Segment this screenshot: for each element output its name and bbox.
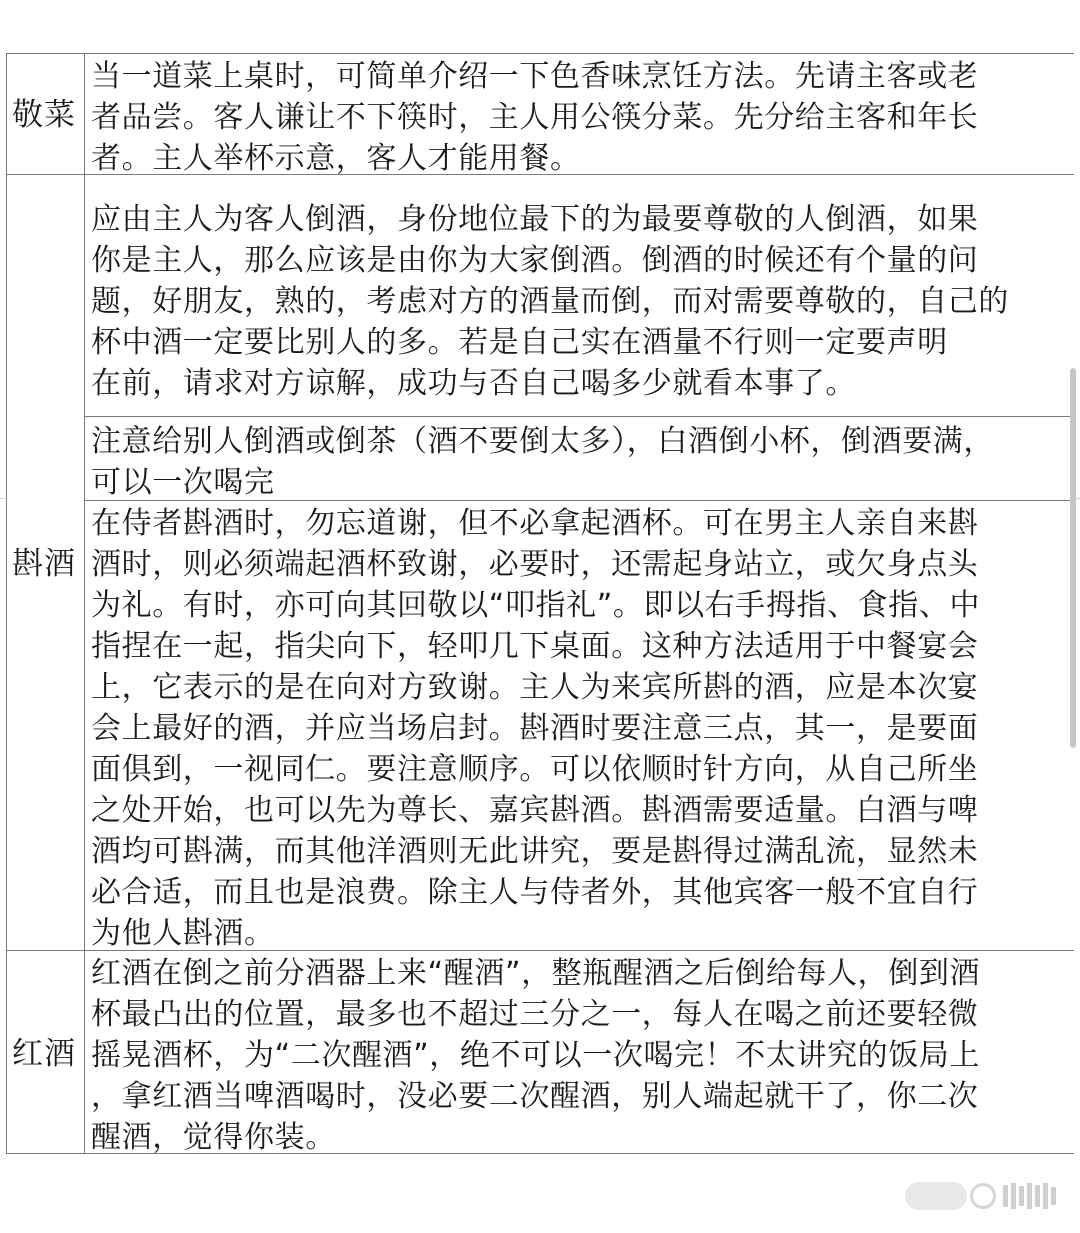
text-line: 注意给别人倒酒或倒茶（酒不要倒太多），白酒倒小杯，倒酒要满， <box>91 424 994 459</box>
text-line: 在前，请求对方谅解，成功与否自己喝多少就看本事了。 <box>91 366 856 401</box>
text-line: 会上最好的酒，并应当场启封。斟酒时要注意三点，其一，是要面 <box>91 711 979 746</box>
watermark-bar-icon <box>1051 1187 1056 1205</box>
watermark-circle-icon <box>970 1183 996 1209</box>
text-line: 酒时，则必须端起酒杯致谢，必要时，还需起身站立，或欠身点头 <box>91 547 979 582</box>
row-label-jingcai: 敬菜 <box>12 97 76 133</box>
text-line: 当一道菜上桌时，可简单介绍一下色香味烹饪方法。先请主客或老 <box>91 59 979 94</box>
vertical-scrollbar[interactable] <box>1070 368 1076 748</box>
text-line: 为礼。有时，亦可向其回敬以“叩指礼”。即以右手拇指、食指、中 <box>91 588 981 623</box>
table-border-left <box>6 53 7 1154</box>
watermark-logo <box>860 1178 1056 1214</box>
text-line: 指捏在一起，指尖向下，轻叩几下桌面。这种方法适用于中餐宴会 <box>91 629 979 664</box>
text-line: 为他人斟酒。 <box>91 916 275 951</box>
text-line: 应由主人为客人倒酒，身份地位最下的为最要尊敬的人倒酒，如果 <box>91 202 979 237</box>
text-line: 杯中酒一定要比别人的多。若是自己实在酒量不行则一定要声明 <box>91 325 948 360</box>
row-text-jingcai <box>91 56 1066 179</box>
text-line: 杯最凸出的位置，最多也不超过三分之一，每人在喝之前还要轻微 <box>91 997 979 1032</box>
row-text-zhenjiu-part3 <box>91 503 1066 954</box>
left-edge-mark <box>0 498 8 499</box>
text-line: 之处开始，也可以先为尊长、嘉宾斟酒。斟酒需要适量。白酒与啤 <box>91 793 979 828</box>
text-line: 可以一次喝完 <box>91 465 275 500</box>
sub-divider-1 <box>84 416 1074 417</box>
row-text-zhenjiu-part1 <box>91 199 1066 404</box>
text-line: 上，它表示的是在向对方致谢。主人为来宾所斟的酒，应是本次宴 <box>91 670 979 705</box>
text-line: 题，好朋友，熟的，考虑对方的酒量而倒，而对需要尊敬的，自己的 <box>91 284 1009 319</box>
text-line: 红酒在倒之前分酒器上来“醒酒”，整瓶醒酒之后倒给每人，倒到酒 <box>91 956 981 991</box>
text-line: ，拿红酒当啤酒喝时，没必要二次醒酒，别人端起就干了，你二次 <box>91 1079 979 1114</box>
watermark-pill-shape <box>905 1182 967 1210</box>
watermark-bar-icon <box>1003 1185 1008 1207</box>
text-line: 醒酒，觉得你装。 <box>91 1120 336 1155</box>
text-line: 必合适，而且也是浪费。除主人与侍者外，其他宾客一般不宜自行 <box>91 875 979 910</box>
row-label-hongjiu: 红酒 <box>12 1036 76 1072</box>
text-line: 摇晃酒杯，为“二次醒酒”，绝不可以一次喝完！不太讲究的饭局上 <box>91 1038 981 1073</box>
text-line: 在侍者斟酒时，勿忘道谢，但不必拿起酒杯。可在男主人亲自来斟 <box>91 506 979 541</box>
table-border-top <box>6 53 1074 54</box>
text-line: 你是主人，那么应该是由你为大家倒酒。倒酒的时候还有个量的问 <box>91 243 979 278</box>
watermark-bar-icon <box>1043 1183 1048 1209</box>
row-label-zhenjiu: 斟酒 <box>12 546 76 582</box>
watermark-bar-icon <box>1019 1186 1024 1206</box>
text-line: 者品尝。客人谦让不下筷时，主人用公筷分菜。先分给主客和年长 <box>91 100 979 135</box>
text-line: 酒均可斟满，而其他洋酒则无此讲究，要是斟得过满乱流，显然未 <box>91 834 979 869</box>
watermark-bar-icon <box>1035 1185 1040 1207</box>
right-edge-mark <box>1072 498 1080 499</box>
row-text-hongjiu <box>91 953 1066 1158</box>
watermark-bar-icon <box>1027 1183 1032 1209</box>
watermark-bar-icon <box>1011 1183 1016 1209</box>
text-line: 者。主人举杯示意，客人才能用餐。 <box>91 141 581 176</box>
text-line: 面俱到，一视同仁。要注意顺序。可以依顺时针方向，从自己所坐 <box>91 752 979 787</box>
row-text-zhenjiu-part2 <box>91 421 1066 503</box>
column-divider <box>84 53 85 1154</box>
